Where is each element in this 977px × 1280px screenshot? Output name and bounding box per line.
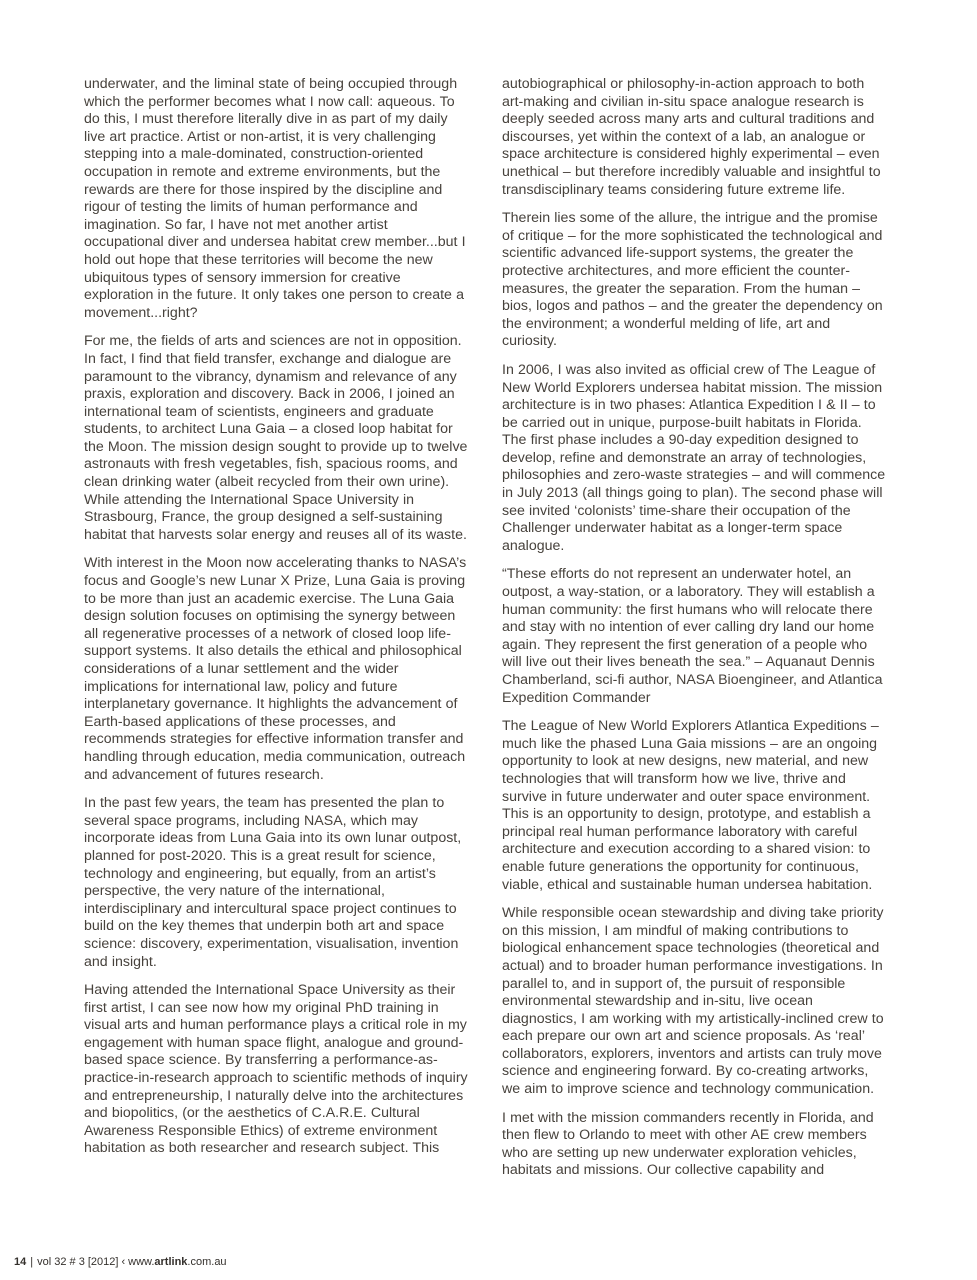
footer-url-suffix: .com.au [187, 1256, 227, 1268]
article-paragraph: For me, the fields of arts and sciences are not in opposition. In fact, I find that field transfer, exchange and dialogue are paramount to the vibrancy, dynamism and relevance of any praxis, exploration and discovery. Back in 2006, I joined an international team of scientists, engineers and graduate students, to architect Luna Gaia – a closed loop habitat for the Moon. The mission design sought to provide up to twelve astronauts with fresh vegetables, fish, spacious rooms, and clean drinking water (albeit recycled from their own urine). While attending the International Space University in Strasbourg, France, the group designed a self-sustaining habitat that harvests solar energy and reuses all of its waste. [84, 333, 468, 543]
article-paragraph: In 2006, I was also invited as official crew of The League of New World Explorers undersea habitat mission. The mission architecture is in two phases: Atlantica Expedition I & II – to be carried out in unique, purpose-built habitats in Florida. The first phase includes a 90-day expedition designed to develop, refine and demonstrate an array of technologies, philosophies and zero-waste strategies – and will commence in July 2013 (all things going to plan). The second phase will see invited ‘colonists’ time-share their occupation of the Challenger underwater habitat as a longer-term space analogue. [502, 361, 886, 554]
article-paragraph: Having attended the International Space University as their first artist, I can see now how my original PhD training in visual arts and human performance plays a critical role in my engagement with human space flight, analogue and ground-based space science. By transferring a performance-as-practice-in-research approach to scientific methods of inquiry and entrepreneurship, I naturally delve into the architectures and biopolitics, (or the aesthetics of C.A.R.E. Cultural Awareness Responsible Ethics) of extreme environment habitation as both researcher and research subject. This [84, 982, 468, 1157]
article-column-left [84, 76, 468, 1191]
article-paragraph: underwater, and the liminal state of being occupied through which the performer becomes what I now call: aqueous. To do this, I must therefore literally dive in as part of my daily live art practice. Artist or non-artist, it is very challenging stepping into a male-dominated, construction-oriented occupation in remote and extreme environments, but the rewards are there for those inspired by the discipline and rigour of testing the limits of human performance and imagination. So far, I have not met another artist occupational diver and undersea habitat crew member...but I hold out hope that these territories will become the new ubiquitous types of sensory immersion for creative exploration in the future. It only takes one person to create a movement...right? [84, 76, 466, 321]
article-paragraph: The League of New World Explorers Atlantica Expeditions – much like the phased Luna Gaia missions – are an ongoing opportunity to look at new designs, new material, and new technologies that will transform how we live, thrive and survive in future underwater and outer space environment. This is an opportunity to design, prototype, and establish a principal real human performance laboratory with careful architecture and execution according to a shared vision: to enable future generations the opportunity for continuous, viable, ethical and sustainable human undersea habitation. [502, 718, 879, 893]
article-column-right [502, 76, 886, 1191]
footer-separator: | [30, 1256, 34, 1268]
footer-issue-info: vol 32 # 3 [2012] [37, 1256, 119, 1268]
footer-page-number: 14 [14, 1256, 27, 1268]
article-paragraph: With interest in the Moon now accelerating thanks to NASA’s focus and Google’s new Lunar X Prize, Luna Gaia is proving to be more than just an academic exercise. The Luna Gaia design solution focuses on optimising the synergy between all regenerative processes of a network of closed loop life-support systems. It also details the ethical and philosophical considerations of a lunar settlement and the wider implications for international law, policy and future interplanetary governance. It highlights the advancement of Earth-based applications of these processes, and recommends strategies for effective information transfer and handling through education, media communication, outreach and advancement of futures research. [84, 555, 467, 783]
article-paragraph: Therein lies some of the allure, the intrigue and the promise of critique – for the more sophisticated the technological and scientific advanced life-support systems, the greater the protective architectures, and more efficient the counter-measures, the greater the separation. From the human – bios, logos and pathos – and the greater the dependency on the environment; a wonderful melding of life, art and curiosity. [502, 210, 883, 350]
article-paragraph: I met with the mission commanders recently in Florida, and then flew to Orlando to meet with other AE crew members who are setting up new underwater exploration vehicles, habitats and missions. Our collective capability and [502, 1109, 874, 1179]
article-paragraph: autobiographical or philosophy-in-action approach to both art-making and civilian in-situ space analogue research is deeply seeded across many arts and cultural traditions and discourses, yet within the context of a lab, an analogue or space architecture is considered highly experimental – even unethical – but therefore incredibly valuable and insightful to transdisciplinary teams considering future extreme life. [502, 76, 881, 198]
article-paragraph: In the past few years, the team has presented the plan to several space programs, including NASA, which may incorporate ideas from Luna Gaia into its own lunar outpost, planned for post-2020. This is a great result for science, technology and engineering, but equally, from an artist’s perspective, the very nature of the international, interdisciplinary and intercultural space project continues to build on the key themes that underpin both art and space science: discovery, experimentation, visualisation, invention and insight. [84, 795, 462, 970]
article-paragraph: “These efforts do not represent an underwater hotel, an outpost, a way-station, or a laboratory. They will establish a human community: the first humans who will relocate there and stay with no intention of ever calling dry land our home again. They represent the first generation of a people who will live out their lives beneath the sea.” – Aquanaut Dennis Chamberland, sci-fi author, NASA Bioengineer, and Atlantica Expedition Commander [502, 566, 883, 706]
article-paragraph: While responsible ocean stewardship and diving take priority on this mission, I am mindful of making contributions to biological enhancement space technologies (theoretical and actual) and to broader human performance investigations. In parallel to, and in support of, the pursuit of responsible environmental stewardship and in-situ, live ocean diagnostics, I am working with my artistically-inclined crew to each prepare our own art and science proposals. As ‘real’ collaborators, explorers, inventors and artists can truly move science and engineering forward. By co-creating artworks, we aim to improve science and technology communication. [502, 905, 884, 1098]
page-footer [14, 1256, 227, 1269]
footer-url-brand: artlink [154, 1256, 188, 1268]
footer-url-prefix: www. [128, 1256, 155, 1268]
footer-arrow-icon: ‹ [121, 1256, 126, 1268]
